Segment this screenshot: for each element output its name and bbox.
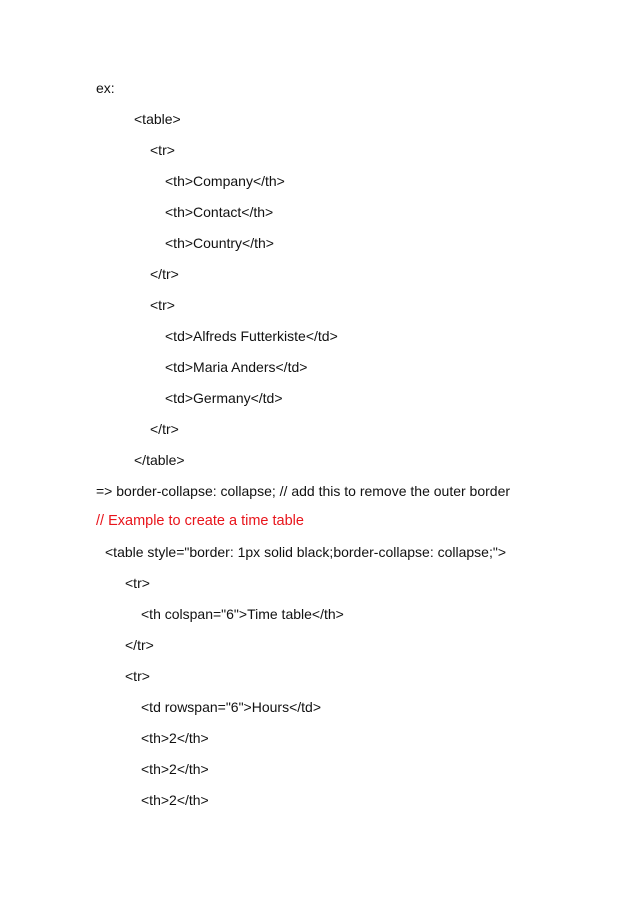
code-line-tr-close-2: </tr>	[150, 421, 179, 437]
code-line-th-colspan: <th colspan="6">Time table</th>	[141, 606, 344, 622]
code-line-tr-open-2: <tr>	[150, 297, 175, 313]
code-line-th-2-a: <th>2</th>	[141, 730, 209, 746]
code-line-tr-open-3: <tr>	[125, 575, 150, 591]
example-label: ex:	[96, 80, 115, 96]
code-line-td-rowspan: <td rowspan="6">Hours</td>	[141, 699, 321, 715]
code-line-th-contact: <th>Contact</th>	[165, 204, 274, 220]
border-collapse-note: => border-collapse: collapse; // add this to remove the outer border	[96, 483, 511, 499]
code-line-tr-open-4: <tr>	[125, 668, 150, 684]
code-line-tr-close: </tr>	[150, 266, 179, 282]
code-line-table-open: <table>	[134, 111, 181, 127]
code-line-styled-table-open: <table style="border: 1px solid black;border-collapse: collapse;">	[105, 544, 506, 560]
code-line-th-company: <th>Company</th>	[165, 173, 285, 189]
code-line-th-2-c: <th>2</th>	[141, 792, 209, 808]
code-line-table-close: </table>	[134, 452, 185, 468]
code-line-td-alfreds: <td>Alfreds Futterkiste</td>	[165, 328, 338, 344]
code-line-tr-close-3: </tr>	[125, 637, 154, 653]
code-line-td-maria: <td>Maria Anders</td>	[165, 359, 308, 375]
timetable-example-heading: // Example to create a time table	[96, 513, 304, 529]
code-line-th-2-b: <th>2</th>	[141, 761, 209, 777]
code-line-th-country: <th>Country</th>	[165, 235, 274, 251]
code-line-tr-open: <tr>	[150, 142, 175, 158]
code-line-td-germany: <td>Germany</td>	[165, 390, 283, 406]
